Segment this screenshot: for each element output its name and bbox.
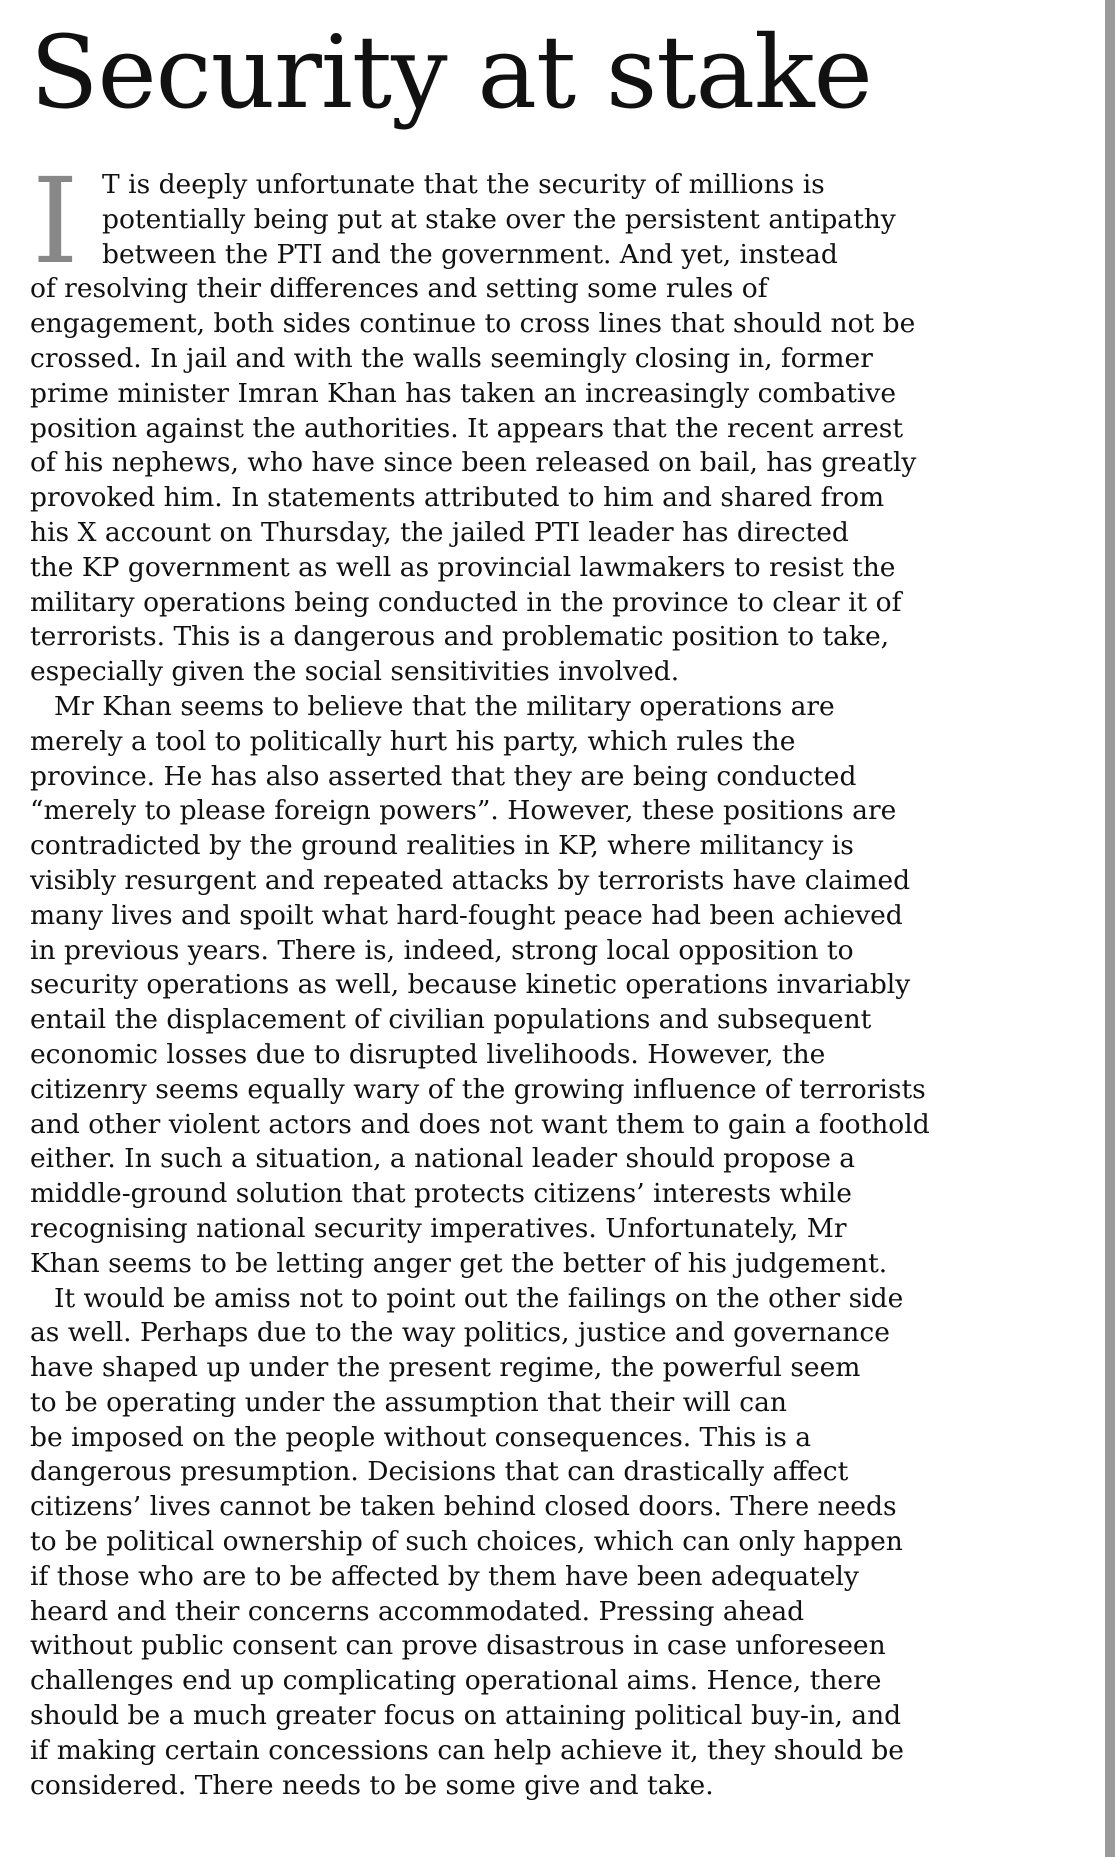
text-line: position against the authorities. It appears that the recent arrest [30, 412, 904, 444]
article-body [30, 152, 1075, 1803]
text-line: to be political ownership of such choices, which can only happen [30, 1526, 903, 1558]
text-line: as well. Perhaps due to the way politics, justice and governance [30, 1317, 890, 1349]
text-line: contradicted by the ground realities in KP, where militancy is [30, 830, 854, 862]
text-line: either. In such a situation, a national leader should propose a [30, 1143, 856, 1175]
paragraph-1 [30, 152, 1075, 690]
editorial-article [30, 14, 1075, 1803]
text-line: citizens’ lives cannot be taken behind closed doors. There needs [30, 1491, 897, 1523]
text-line: visibly resurgent and repeated attacks by terrorists have claimed [30, 864, 911, 896]
text-line: be imposed on the people without consequences. This is a [30, 1421, 812, 1453]
text-line: if making certain concessions can help achieve it, they should be [30, 1734, 904, 1766]
text-line: heard and their concerns accommodated. Pressing ahead [30, 1595, 805, 1627]
text-line: Mr Khan seems to believe that the military operations are [54, 690, 835, 722]
text-line: provoked him. In statements attributed to him and shared from [30, 482, 885, 514]
text-line: considered. There needs to be some give and take. [30, 1769, 714, 1801]
text-line: potentially being put at stake over the persistent antipathy [102, 203, 896, 235]
text-line: his X account on Thursday, the jailed PTI leader has directed [30, 516, 849, 548]
text-line: if those who are to be affected by them have been adequately [30, 1560, 859, 1592]
text-line: should be a much greater focus on attaining political buy-in, and [30, 1700, 902, 1732]
text-line: terrorists. This is a dangerous and problematic position to take, [30, 621, 890, 653]
text-line: have shaped up under the present regime, the powerful seem [30, 1352, 861, 1384]
text-line: and other violent actors and does not want them to gain a foothold [30, 1108, 930, 1140]
text-line: merely a tool to politically hurt his party, which rules the [30, 725, 796, 757]
headline: Security at stake [30, 14, 872, 131]
text-line: of resolving their differences and setting some rules of [30, 273, 768, 305]
text-line: “merely to please foreign powers”. However, these positions are [30, 795, 897, 827]
paragraph-2 [30, 690, 1075, 1282]
text-line: challenges end up complicating operational aims. Hence, there [30, 1665, 882, 1697]
text-line: dangerous presumption. Decisions that can drastically affect [30, 1456, 849, 1488]
text-line: the KP government as well as provincial lawmakers to resist the [30, 551, 896, 583]
text-line: without public consent can prove disastrous in case unforeseen [30, 1630, 886, 1662]
text-line: security operations as well, because kinetic operations invariably [30, 969, 911, 1001]
text-line: between the PTI and the government. And yet, instead [102, 238, 838, 270]
text-line: T is deeply unfortunate that the security of millions is [102, 169, 825, 200]
text-line: economic losses due to disrupted livelihoods. However, the [30, 1038, 826, 1070]
text-line: of his nephews, who have since been released on bail, has greatly [30, 447, 917, 479]
text-line: prime minister Imran Khan has taken an increasingly combative [30, 377, 897, 409]
text-line: recognising national security imperatives. Unfortunately, Mr [30, 1212, 847, 1244]
text-line: engagement, both sides continue to cross lines that should not be [30, 308, 916, 340]
text-line: many lives and spoilt what hard-fought peace had been achieved [30, 899, 903, 931]
text-line: citizenry seems equally wary of the growing influence of terrorists [30, 1073, 926, 1105]
paragraph-3 [30, 1282, 1075, 1804]
dropcap-lines [30, 168, 1075, 272]
drop-cap: I [32, 152, 79, 290]
text-line: entail the displacement of civilian populations and subsequent [30, 1004, 872, 1036]
text-line: middle-ground solution that protects citizens’ interests while [30, 1178, 852, 1210]
text-line: military operations being conducted in the province to clear it of [30, 586, 902, 618]
text-line: It would be amiss not to point out the failings on the other side [54, 1282, 904, 1314]
text-line: Khan seems to be letting anger get the better of his judgement. [30, 1247, 888, 1279]
text-line: especially given the social sensitivities involved. [30, 656, 680, 688]
column-rule [1105, 0, 1115, 1857]
text-line: crossed. In jail and with the walls seemingly closing in, former [30, 342, 873, 374]
text-line: in previous years. There is, indeed, strong local opposition to [30, 934, 854, 966]
text-line: to be operating under the assumption that their will can [30, 1386, 787, 1418]
text-line: province. He has also asserted that they are being conducted [30, 760, 857, 792]
